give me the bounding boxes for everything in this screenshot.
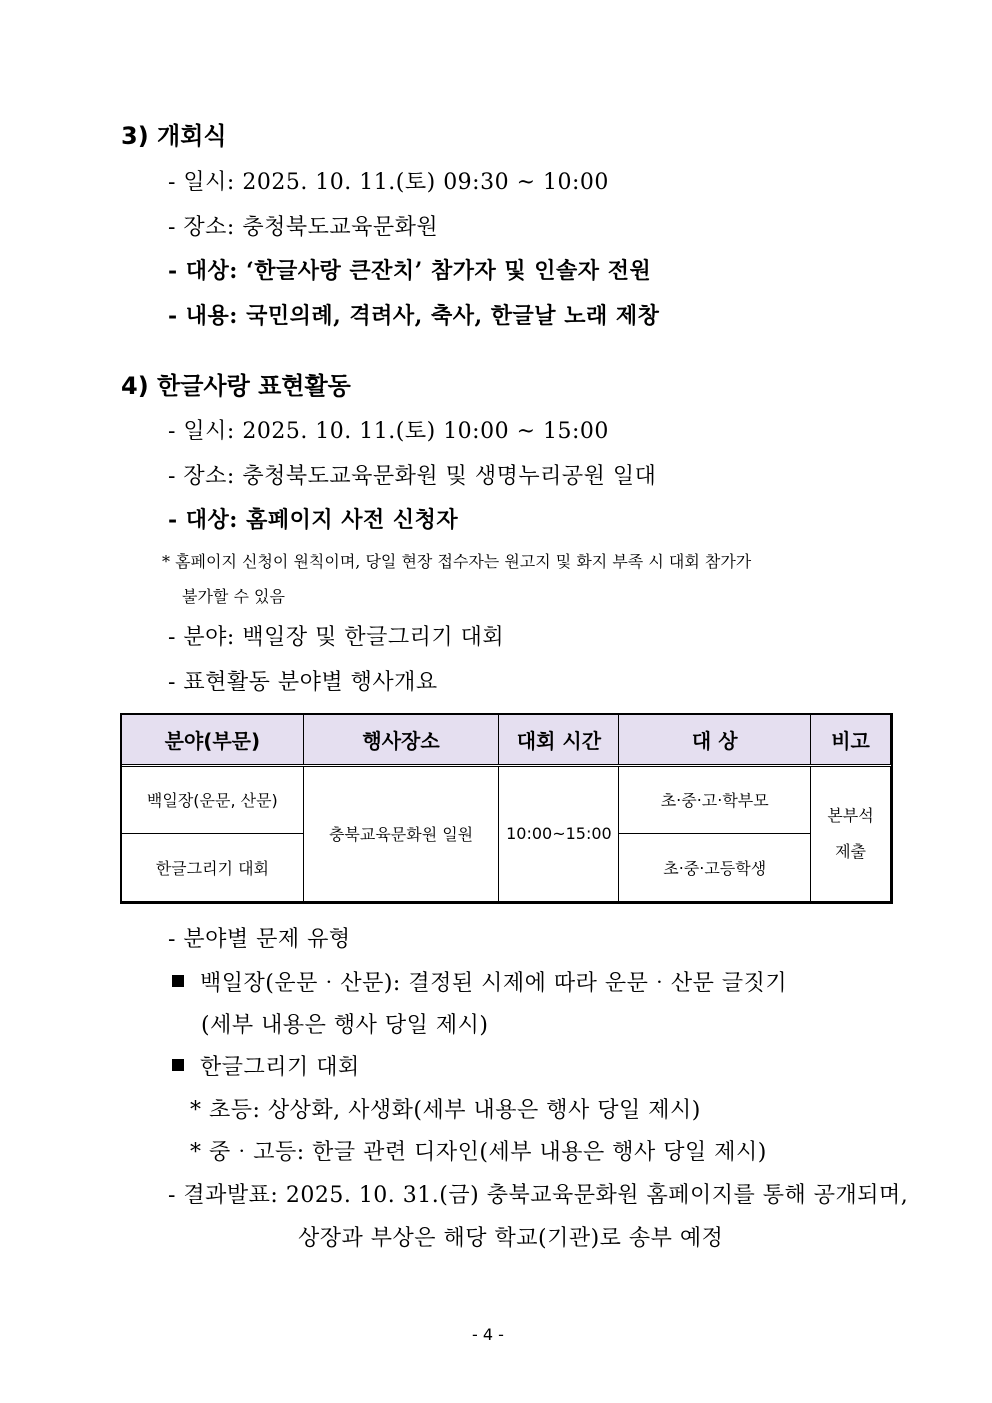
- header-target: 대 상: [619, 715, 811, 766]
- table-row: [122, 765, 891, 834]
- problem-elementary: * 초등: 상상화, 사생화(세부 내용은 행사 당일 제시): [190, 1098, 701, 1123]
- square-bullet-icon: [172, 975, 184, 987]
- result-delivery: 상장과 부상은 해당 학교(기관)로 송부 예정: [298, 1226, 724, 1251]
- section-4-overview: - 표현활동 분야별 행사개요: [168, 670, 438, 695]
- cell-target-drawing: 초‧중‧고등학생: [619, 834, 811, 902]
- section-3-place: - 장소: 충청북도교육문화원: [168, 215, 439, 240]
- problem-drawing: [172, 1050, 360, 1081]
- cell-remark: [811, 765, 891, 901]
- page-number: - 4 -: [472, 1325, 504, 1344]
- cell-field-baekiljang: 백일장(운문, 산문): [122, 765, 304, 834]
- section-3-date: - 일시: 2025. 10. 11.(토) 09:30 ~ 10:00: [168, 170, 609, 195]
- section-4-note-cont: 불가할 수 있음: [182, 587, 285, 606]
- events-table: [121, 714, 891, 902]
- problem-baekiljang: [172, 966, 787, 997]
- problem-middle-high: * 중‧고등: 한글 관련 디자인(세부 내용은 행사 당일 제시): [190, 1140, 767, 1165]
- section-3-target: - 대상: ‘한글사랑 큰잔치’ 참가자 및 인솔자 전원: [168, 258, 652, 284]
- problem-drawing-text: 한글그리기 대회: [200, 1055, 360, 1080]
- section-4-note: * 홈페이지 신청이 원칙이며, 당일 현장 접수자는 원고지 및 화지 부족 시 대회 참가가: [162, 552, 752, 571]
- header-time: 대회 시간: [499, 715, 619, 766]
- cell-time: 10:00~15:00: [499, 765, 619, 901]
- cell-field-drawing: 한글그리기 대회: [122, 834, 304, 902]
- section-4-target: - 대상: 홈페이지 사전 신청자: [168, 507, 459, 533]
- section-4-place: - 장소: 충청북도교육문화원 및 생명누리공원 일대: [168, 464, 657, 489]
- remark-line-2: 제출: [835, 841, 866, 861]
- header-remark: 비고: [811, 715, 891, 766]
- problem-baekiljang-detail: (세부 내용은 행사 당일 제시): [201, 1013, 489, 1038]
- section-3-content: - 내용: 국민의례, 격려사, 축사, 한글날 노래 제창: [168, 303, 660, 329]
- cell-target-baekiljang: 초‧중‧고‧학부모: [619, 765, 811, 834]
- header-field: 분야(부문): [122, 715, 304, 766]
- section-4-date: - 일시: 2025. 10. 11.(토) 10:00 ~ 15:00: [168, 419, 609, 444]
- result-announcement: - 결과발표: 2025. 10. 31.(금) 충북교육문화원 홈페이지를 통해 공개되며,: [168, 1183, 909, 1208]
- remark-line-1: 본부석: [827, 805, 874, 825]
- header-place: 행사장소: [303, 715, 499, 766]
- section-4-heading: 4) 한글사랑 표현활동: [121, 372, 351, 400]
- problem-baekiljang-text: 백일장(운문‧산문): 결정된 시제에 따라 운문‧산문 글짓기: [200, 971, 788, 996]
- square-bullet-icon: [172, 1059, 184, 1071]
- cell-place: 충북교육문화원 일원: [303, 765, 499, 901]
- table-header-row: [122, 715, 891, 766]
- section-4-field: - 분야: 백일장 및 한글그리기 대회: [168, 625, 505, 650]
- problems-title: - 분야별 문제 유형: [168, 927, 351, 952]
- section-3-heading: 3) 개회식: [121, 122, 227, 150]
